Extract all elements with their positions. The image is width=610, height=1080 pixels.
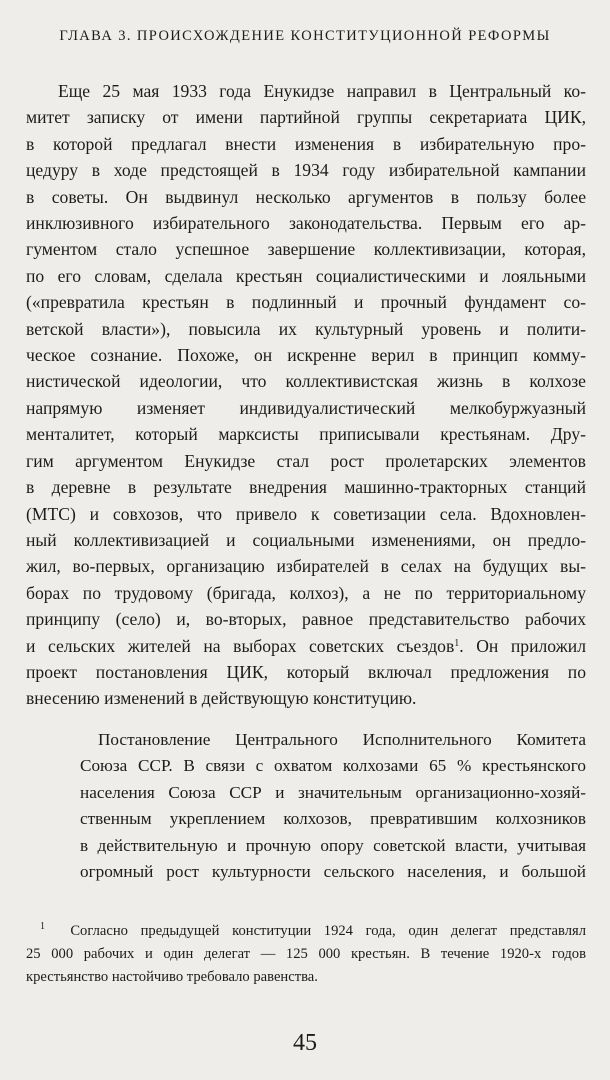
quote-line: Союза ССР. В связи с охватом колхозами 65 % крестьянского xyxy=(80,756,586,776)
quote-line: Постановление Центрального Исполнительного Комитета xyxy=(98,730,586,749)
paragraph-line: («превратила крестьян в подлинный и прочный фундамент со- xyxy=(26,292,586,313)
paragraph-line: гим аргументом Енукидзе стал рост пролетарских элементов xyxy=(26,450,586,471)
main-paragraph xyxy=(26,78,586,712)
paragraph-line: принципу (село) и, во-вторых, равное представительство рабочих xyxy=(26,609,586,630)
paragraph-line: жил, во-первых, организацию избирателей в селах на будущих вы- xyxy=(26,556,586,577)
paragraph-line: менталитет, который марксисты приписывали крестьянам. Дру- xyxy=(26,424,586,445)
paragraph-line: митет записку от имени партийной группы секретариата ЦИК, xyxy=(26,107,586,128)
page-number: 45 xyxy=(293,1030,317,1056)
paragraph-text: и сельских жителей на выборах советских съездов xyxy=(26,635,455,656)
footnote-text: Согласно предыдущей конституции 1924 года, один делегат представлял xyxy=(70,923,586,939)
paragraph-line: ческое сознание. Похоже, он искренне верил в принцип комму- xyxy=(26,345,586,366)
paragraph-line: нистической идеологии, что коллективистская жизнь в колхозе xyxy=(26,371,586,392)
block-quote xyxy=(80,727,586,885)
footnote-reference[interactable]: 1 xyxy=(454,637,460,649)
paragraph-line: инклюзивного избирательного законодательства. Первым его ар- xyxy=(26,213,586,234)
paragraph-line: внесению изменений в действующую конституцию. xyxy=(26,688,417,709)
paragraph-line: (МТС) и совхозов, что привело к советизации села. Вдохновлен- xyxy=(26,503,586,524)
running-head: ГЛАВА 3. ПРОИСХОЖДЕНИЕ КОНСТИТУЦИОННОЙ РЕФОРМЫ xyxy=(59,28,551,44)
paragraph-text: . Он приложил xyxy=(459,635,586,656)
paragraph-line: Еще 25 мая 1933 года Енукидзе направил в Центральный ко- xyxy=(58,81,586,101)
paragraph-line: в деревне в результате внедрения машинно-тракторных станций xyxy=(26,477,586,498)
paragraph-line: в советы. Он выдвинул несколько аргументов в пользу более xyxy=(26,186,586,207)
paragraph-line: ный коллективизацией и социальными изменениями, он предло- xyxy=(26,529,586,550)
paragraph-line: по его словам, сделала крестьян социалистическими и лояльными xyxy=(26,265,586,286)
paragraph-line: проект постановления ЦИК, который включал предложения по xyxy=(26,661,586,682)
footnote-line: крестьянство настойчиво требовало равенства. xyxy=(26,969,318,985)
quote-line: огромный рост культурности сельского населения, и большой xyxy=(80,862,586,882)
footnote-line xyxy=(26,920,586,943)
quote-line: в действительную и прочную опору советской власти, учитывая xyxy=(80,835,586,855)
footnote-line: 25 000 рабочих и один делегат — 125 000 крестьян. В течение 1920-х годов xyxy=(26,946,586,962)
paragraph-line: гументом стало успешное завершение коллективизации, которая, xyxy=(26,239,586,260)
quote-line: ственным укреплением колхозов, превратившим колхозников xyxy=(80,809,586,829)
paragraph-line: в которой предлагал внести изменения в избирательную про- xyxy=(26,133,586,154)
paragraph-line: напрямую изменяет индивидуалистический мелкобуржуазный xyxy=(26,397,586,418)
paragraph-line: цедуру в ходе предстоящей в 1934 году избирательной кампании xyxy=(26,160,586,181)
footnote xyxy=(26,920,586,989)
paragraph-line-with-footnote xyxy=(26,633,586,659)
quote-line: населения Союза ССР и значительным организационно-хозяй- xyxy=(80,782,586,802)
footnote-marker: 1 xyxy=(40,921,45,932)
paragraph-line: ветской власти»), повысила их культурный уровень и полити- xyxy=(26,318,586,339)
paragraph-line: борах по трудовому (бригада, колхоз), а не по территориальному xyxy=(26,582,586,603)
